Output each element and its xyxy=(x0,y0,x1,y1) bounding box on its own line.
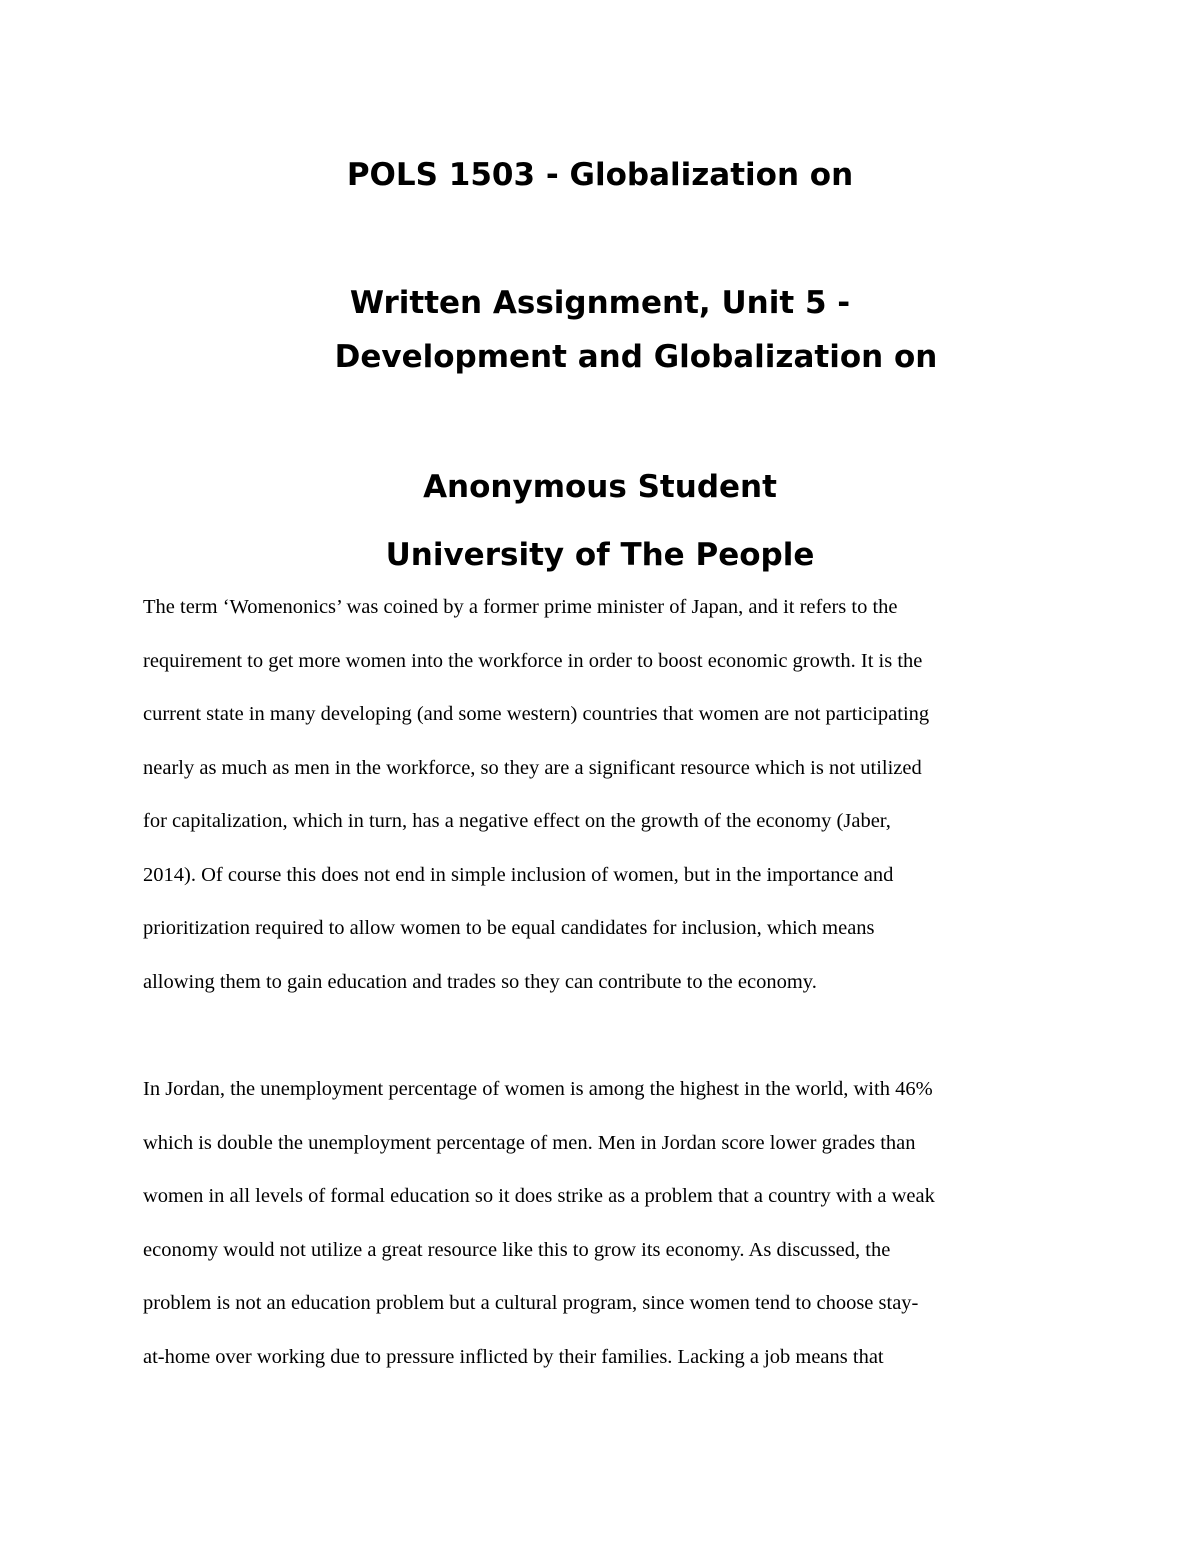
institution-name: University of The People xyxy=(385,537,815,573)
paragraph-line: for capitalization, which in turn, has a negative effect on the growth of the economy (Jaber, xyxy=(143,810,891,832)
paragraph-line: at-home over working due to pressure inflicted by their families. Lacking a job means that xyxy=(143,1346,884,1368)
author-name: Anonymous Student xyxy=(423,469,777,505)
paragraph-line: economy would not utilize a great resource like this to grow its economy. As discussed, the xyxy=(143,1239,891,1261)
paragraph-line: problem is not an education problem but a cultural program, since women tend to choose stay- xyxy=(143,1292,919,1314)
paragraph-line: current state in many developing (and some western) countries that women are not participating xyxy=(143,703,930,725)
assignment-title-line-1: Written Assignment, Unit 5 - xyxy=(349,285,851,321)
paragraph-line: prioritization required to allow women to be equal candidates for inclusion, which means xyxy=(143,917,875,939)
paragraph-line: women in all levels of formal education so it does strike as a problem that a country with a weak xyxy=(143,1185,935,1207)
paragraph-line: In Jordan, the unemployment percentage of women is among the highest in the world, with 46% xyxy=(143,1078,933,1100)
paragraph-line: requirement to get more women into the workforce in order to boost economic growth. It is the xyxy=(143,650,923,672)
paragraph-line: nearly as much as men in the workforce, so they are a significant resource which is not utilized xyxy=(143,757,922,779)
assignment-title-line-2: Development and Globalization on xyxy=(334,339,938,375)
paragraph-line: The term ‘Womenonics’ was coined by a former prime minister of Japan, and it refers to the xyxy=(143,596,898,618)
paragraph-line: which is double the unemployment percentage of men. Men in Jordan score lower grades than xyxy=(143,1132,916,1154)
paragraph-line: allowing them to gain education and trades so they can contribute to the economy. xyxy=(143,971,817,993)
paragraph-line: 2014). Of course this does not end in simple inclusion of women, but in the importance and xyxy=(143,864,894,886)
course-title: POLS 1503 - Globalization on xyxy=(346,157,854,193)
